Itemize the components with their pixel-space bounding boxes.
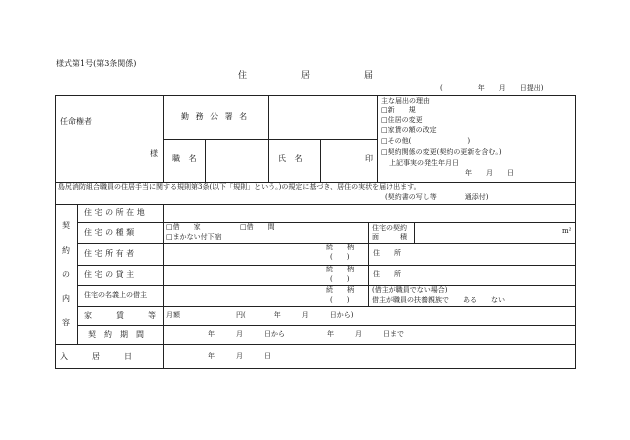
form-number: 様式第1号(第3条関係) bbox=[56, 59, 137, 68]
type-rented-room[interactable]: □借 間 bbox=[240, 223, 275, 231]
lessor-address: 住 所 bbox=[373, 270, 401, 278]
event-date-label: 上記事実の発生年月日 bbox=[389, 159, 459, 167]
lessor-relation: 続 柄 bbox=[326, 265, 354, 273]
appointer-label: 任命権者 bbox=[60, 117, 92, 126]
post-field[interactable] bbox=[207, 141, 267, 181]
rent-label: 家 賃 等 bbox=[84, 311, 156, 320]
seal-mark: 印 bbox=[365, 154, 373, 163]
reason-new[interactable]: □新 規 bbox=[381, 106, 416, 114]
nominal-relation-paren[interactable]: ( ) bbox=[330, 296, 350, 304]
owner-label: 住 宅 所 有 者 bbox=[84, 249, 135, 258]
reason-rent-change[interactable]: □家賃の額の改定 bbox=[381, 126, 437, 134]
reason-other[interactable]: □その他( ) bbox=[381, 137, 471, 145]
attachment-note[interactable]: (契約書の写し等 通添付) bbox=[385, 193, 489, 201]
nominal-note-2[interactable]: 借主が職員の扶養親族で ある ない bbox=[372, 296, 505, 304]
contract-side-4: 内 bbox=[62, 294, 70, 303]
sama-label: 様 bbox=[150, 149, 158, 158]
owner-relation-paren[interactable]: ( ) bbox=[330, 253, 350, 261]
frame-right bbox=[575, 95, 576, 369]
reason-move[interactable]: □住居の変更 bbox=[381, 116, 423, 124]
event-date-value[interactable]: 年 月 日 bbox=[465, 169, 514, 177]
workplace-label: 勤 務 公 署 名 bbox=[181, 112, 250, 121]
contract-side-1: 契 bbox=[62, 221, 70, 230]
area-label-line2: 面 積 bbox=[372, 233, 407, 241]
owner-relation: 続 柄 bbox=[326, 243, 354, 251]
lessor-relation-paren[interactable]: ( ) bbox=[330, 275, 350, 283]
contract-side-3: の bbox=[62, 270, 70, 279]
type-rented-house[interactable]: □借 家 bbox=[166, 223, 201, 231]
name-field[interactable] bbox=[322, 141, 362, 181]
contract-side-2: 約 bbox=[62, 246, 70, 255]
submit-date[interactable]: ( 年 月 日提出) bbox=[440, 84, 544, 92]
page-title: 住 居 届 bbox=[238, 71, 374, 81]
type-label: 住 宅 の 種 類 bbox=[84, 228, 135, 237]
nominal-label: 住宅の名義上の借主 bbox=[84, 291, 147, 299]
lessor-label: 住 宅 の 貸 主 bbox=[84, 270, 135, 279]
rent-value[interactable]: 月額 円( 年 月 日から) bbox=[166, 311, 354, 319]
frame-left bbox=[55, 95, 56, 369]
workplace-field[interactable] bbox=[270, 97, 375, 137]
frame-top bbox=[55, 95, 576, 96]
location-label: 住 宅 の 所 在 地 bbox=[84, 208, 145, 217]
statement-text: 島尻消防組合職員の住居手当に関する規則第3条(以下「規則」という。)の規定に基づき、居住の実状を届け出ます。 bbox=[58, 183, 421, 191]
owner-address: 住 所 bbox=[373, 249, 401, 257]
area-label-line1: 住宅の契約 bbox=[372, 224, 407, 232]
frame-bottom bbox=[55, 368, 576, 369]
name-label: 氏 名 bbox=[278, 154, 306, 163]
period-label: 契 約 期 間 bbox=[88, 330, 144, 339]
move-in-label: 入 居 日 bbox=[60, 352, 132, 361]
nominal-relation: 続 柄 bbox=[326, 286, 354, 294]
type-boarding[interactable]: □まかない付下宿 bbox=[166, 233, 222, 241]
post-label: 職 名 bbox=[172, 154, 200, 163]
period-value[interactable]: 年 月 日から 年 月 日まで bbox=[208, 330, 404, 338]
reasons-heading: 主な届出の理由 bbox=[381, 97, 430, 105]
location-field[interactable] bbox=[165, 205, 573, 221]
contract-side-5: 容 bbox=[62, 318, 70, 327]
reason-contract-change[interactable]: □契約関係の変更(契約の更新を含む。) bbox=[381, 148, 502, 156]
move-in-value[interactable]: 年 月 日 bbox=[208, 352, 271, 360]
area-unit: m² bbox=[562, 227, 572, 235]
nominal-note-1: (借主が職員でない場合) bbox=[372, 286, 448, 294]
